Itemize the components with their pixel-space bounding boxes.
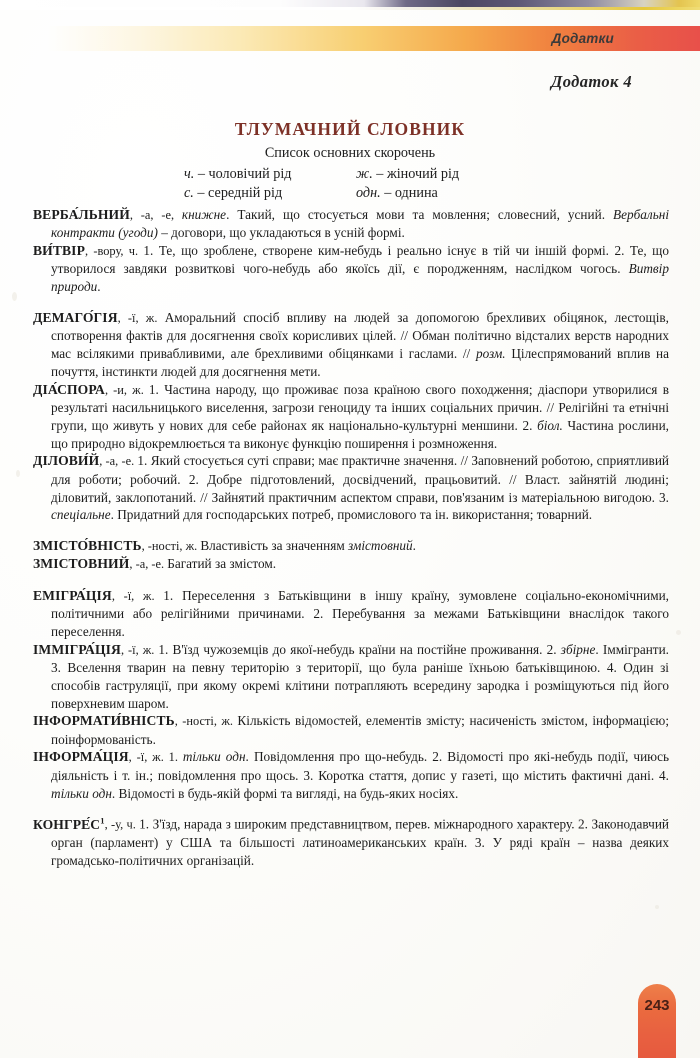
abbreviation-expansion: – жіночий рід [372,165,460,182]
entry-usage-label: тільки одн [182,749,246,765]
entry-definition-tail: . Придатний для господарських потреб, промислового та ін. використання; товарний. [110,507,593,523]
entry-grammar: , -ності, ж. [174,714,238,729]
appendix-number: Додаток 4 [551,72,632,91]
abbreviation-symbol: одн. [356,185,381,202]
entry-headword: ЗМІСТОВНИЙ [33,556,130,572]
entry-grammar: , -ності, ж. [141,539,201,554]
entry-definition: . Повідомлення про що-небудь. 2. Відомості про які-небудь події, чиюсь діяльність і т. ін.; повідомлення про щось. 3. Коротка стаття, допис у газеті, що містить фактичні дані. 4. [51,749,670,783]
entry-headword: ІНФОРМА́ЦІЯ [33,749,129,765]
glossary-entry [33,242,669,296]
entry-grammar: , -вору, ч. [84,244,144,259]
entry-grammar: , -а, -е. [129,557,168,572]
glossary-entry [33,815,669,869]
entry-definition: Аморальний спосіб впливу на людей за допомогою брехливих обіцянок, лестощів, спотворення фактів для досягнення своїх корисливих цілей. // Обман політично відсталих верств народних мас всілякими привабливими, але брехливими обіцянками і гаслами. // [51,310,669,362]
abbreviation-symbol: с. [184,185,194,202]
entry-headword: ІНФОРМАТИ́ВНІСТЬ [33,713,175,729]
entry-definition-tail: . [412,538,416,554]
entry-definition: Багатий за змістом. [167,556,277,572]
entry-headword: ЕМІГРА́ЦІЯ [33,587,112,603]
glossary-entry [33,641,669,713]
abbreviation-masculine-cell [184,184,356,204]
entry-definition: . Такий, що стосується мови та мовлення; словесний, усний. [226,207,614,222]
glossary-entry [33,712,669,748]
glossary-group [33,537,669,574]
entry-definition: 1. З'їзд, нарада з широким представництвом, перев. міжнародного характеру. 2. Законодавчий орган (парламент) у США та більшості латиноамериканських країн. 3. У ряді країн – назва деяких громадсько-політичних організацій. [51,816,669,868]
entry-grammar: , -ї, ж. [117,311,165,325]
entry-usage-label: книжне [181,207,227,222]
entry-example: спеціальне [51,507,111,523]
glossary-group [33,206,669,296]
glossary-entry [33,537,669,555]
scan-speckle [676,630,681,635]
entry-homonym-superscript: 1 [100,815,105,826]
entry-example: змістовний [348,538,413,554]
glossary-entry [33,381,669,453]
abbreviation-symbol: ч. [184,165,195,182]
entry-example: Вербальні контракти (угоди) [51,207,669,241]
glossary-entries [33,206,669,870]
abbreviation-row [0,184,700,204]
abbreviation-row [0,165,700,185]
entry-example: біол. [537,417,563,433]
entry-headword: ДЕМАГО́ГІЯ [33,310,118,325]
entry-definition-tail: . [97,279,101,295]
abbreviations-heading: Список основних скорочень [264,145,436,161]
entry-headword: ДІА́СПОРА [33,381,105,397]
entry-headword: ЗМІСТО́ВНІСТЬ [33,538,142,554]
page-number: 243 [644,997,670,1014]
entry-example: розм. [475,346,506,362]
glossary-group [33,309,669,524]
page-title: ТЛУМАЧНИЙ СЛОВНИК [234,118,466,139]
entry-example: тільки одн [51,785,112,801]
entry-grammar: , -и, ж. [104,382,149,397]
entry-definition: 1. Частина народу, що проживає поза країною свого походження; діаспори утворилися в результаті насильницького виселення, загрози геноциду та інших соціальних причин. // Релігійні та етнічні групи, що живуть у нових для себе районах як національно-культурні меншини. 2. [51,381,669,433]
abbreviation-feminine-cell [356,184,516,204]
glossary-entry [33,309,669,381]
top-edge-decoration [0,0,700,7]
entry-grammar: , -у, ч. [104,817,140,832]
scan-speckle [12,292,17,301]
glossary-entry [33,452,669,524]
glossary-entry [33,587,669,641]
entry-grammar: , -а, -е, [129,208,182,222]
entry-definition: 1. Те, що зроблене, створене ким-небудь і реально існує в тій чи іншій формі. 2. Те, що утворилося завдяки розвиткові чого-небудь або якоїсь дії, є породженням, наслідком чогось. [51,243,669,277]
entry-definition-tail: Частина рослини, що природно відокремлюється та виконує функцію поширення і розмноження. [51,417,669,451]
entry-definition-tail: – договори, що укладаються в усній формі. [157,225,405,241]
entry-headword: ВЕРБА́ЛЬНИЙ [33,207,130,222]
entry-definition: Властивість за значенням [200,538,349,554]
entry-grammar: , -ї, ж. [120,642,159,657]
glossary-entry [33,748,669,802]
entry-definition: Кількість відомостей, елементів змісту; насиченість змістом, інформацією; поінформованість. [51,713,669,747]
top-edge-decoration-secondary [0,7,700,10]
glossary-group [33,815,669,869]
abbreviation-symbol: ж. [356,165,373,182]
abbreviation-feminine-cell [356,165,516,185]
entry-definition-tail: . Відомості в будь-якій формі та вигляді, на будь-яких носіях. [111,785,459,801]
page-number-tab [638,984,676,1058]
entry-definition-tail: . Іммігранти. 3. Вселення тварин на певну територію з території, що була раніше їхньою батьківщиною. 4. Один зі способів гаструляції, при якому окремі клітини потрапляють всередину зародка і розміщуються під його поверхневим шаром. [51,641,669,711]
section-banner [48,26,700,51]
abbreviation-masculine-cell [184,165,356,185]
scan-speckle [655,905,659,909]
entry-grammar: , -ї, ж. [111,588,164,603]
scan-speckle [16,470,20,477]
entry-headword: ВИ́ТВІР [33,243,85,259]
entry-definition: 1. Переселення з Батьківщини в іншу країну, зумовлене соціально-економічними, політичними або релігійними причинами. 2. Перебування за межами Батьківщини внаслідок такого переселення. [51,587,669,639]
glossary-entry [33,206,669,242]
entry-headword: $КОНГРЕ́С^1$ [33,815,105,832]
entry-definition: 1. В'їзд чужоземців до якої-небудь країни на постійне проживання. 2. [158,641,561,657]
entry-example: збірне [560,641,596,657]
entry-grammar: , -а, -е. [99,454,138,469]
section-banner-label: Додатки [551,31,614,46]
glossary-group [33,587,669,803]
abbreviation-expansion: – середній рід [193,185,283,202]
abbreviation-expansion: – чоловічий рід [194,165,292,182]
abbreviation-expansion: – однина [380,185,438,202]
entry-example: Витвір природи [51,261,669,295]
entry-definition: 1. Який стосується суті справи; має практичне значення. // Заповнений роботою, сприятливий для роботи; робочий. 2. Добре підготовлений, досвідчений, працьовитий. // Власт. зайнятій людині; діловитий, заклопотаний. // Зайнятий практичним аспектом справи, пов'язаним із матеріальною вигодою. 3. [51,453,669,505]
glossary-entry [33,555,669,573]
entry-definition-tail: Цілеспрямований вплив на почуття, інстинкти людей для досягнення мети. [51,346,669,379]
entry-headword: ІММІГРА́ЦІЯ [33,641,121,657]
entry-headword: ДІЛОВИ́Й [33,453,100,469]
abbreviations-block [0,144,700,204]
abbreviations-rows [0,165,700,204]
entry-grammar: , -ї, ж. 1. [128,750,183,765]
